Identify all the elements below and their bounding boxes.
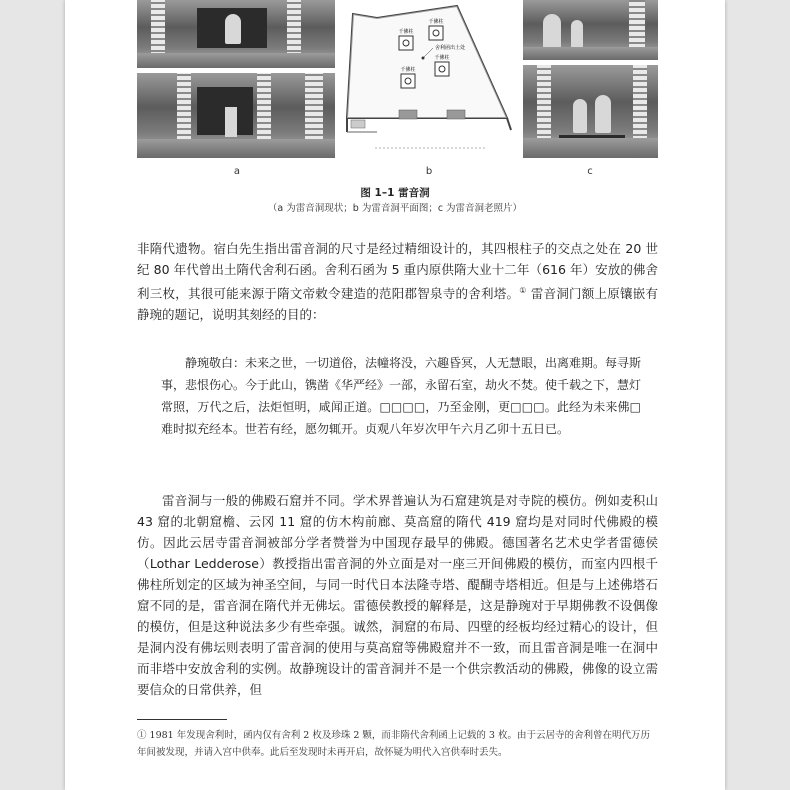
figure-title: 图 1–1 雷音洞 (360, 187, 430, 199)
photo-a-bottom (137, 73, 337, 158)
figure-label-c: c (587, 166, 593, 177)
photo-a-top (137, 0, 337, 68)
photo-c-bottom (523, 65, 658, 158)
paragraph-text: 雷音洞门额上原镶嵌有静琬的题记，说明其刻经的目的： (137, 286, 658, 323)
pillar-marker (398, 28, 413, 50)
footnote (137, 727, 658, 761)
svg-text:千佛柱: 千佛柱 (400, 67, 416, 73)
svg-text:千佛柱: 千佛柱 (434, 55, 450, 61)
figure-label-a: a (233, 166, 241, 177)
inscription-quote: 静琬敬白：未来之世，一切道俗，法幢将没，六趣昏冥，人无慧眼，出离难期。每寻斯事，悲恨伤心。今于此山，镌凿《华严经》一部，永留石室，劫火不焚。使千载之下，慧灯常照，万代之后，法炬恒明，咸闻正道。□□□□，乃至金刚，更□□□。此经为未来佛□难时拟充经本。世若有经，愿勿辄开。贞观八年岁次甲午六月乙卯十五日已。 (161, 356, 642, 436)
svg-text:千佛柱: 千佛柱 (428, 19, 444, 25)
reliquary-label: 舍利函出土处 (435, 45, 466, 51)
pillar-marker (400, 66, 415, 88)
body-paragraph-2: 雷音洞与一般的佛殿石窟并不同。学术界普遍认为石窟建筑是对寺院的模仿。例如麦积山 43 窟的北朝窟檐、云冈 11 窟的仿木构前廊、莫高窟的隋代 419 窟均是对同时代佛殿的模仿。因此云居寺雷音洞被部分学者赞誉为中国现存最早的佛殿。德国著名艺术史学者雷德侯（Lothar Ledderose）教授指出雷音洞的外立面是对一座三开间佛殿的模仿，而室内四根千佛柱所划定的区域为神圣空间，与同一时代日本法隆寺塔、醍醐寺塔相近。但是与上述佛塔石窟不同的是，雷音洞在隋代并无佛坛。雷德侯教授的解释是，这是静琬对于早期佛教不设偶像的模仿，但是这种说法多少有些牵强。诚然，洞窟的布局、四壁的经板均经过精心的设计，但是洞内没有佛坛则表明了雷音洞的使用与莫高窟等佛殿窟并不一致，而且雷音洞是唯一在洞中而非塔中安放舍利的实例。故静琬设计的雷音洞并不是一个供宗教活动的佛殿，佛像的设立需要信众的日常供养，但 (137, 493, 658, 697)
pillar-marker (428, 18, 443, 40)
pillar-marker (434, 54, 449, 76)
footnote-mark: ① (137, 730, 147, 741)
footnote-rule (137, 719, 227, 720)
cave-floor-plan (335, 0, 521, 158)
body-paragraph-1 (137, 238, 658, 325)
figure-label-b: b (425, 166, 433, 177)
footnote-ref[interactable]: ① (519, 286, 527, 295)
footnote-text: 1981 年发现舍利时，函内仅有舍利 2 枚及珍珠 2 颗，而非隋代舍利函上记载的 3 枚。由于云居寺的舍利曾在明代万历年间被发现，并请入宫中供奉。此后至发现时未再开启，故怀疑为明代入宫供奉时丢失。 (137, 730, 650, 758)
paragraph-text: 非隋代遗物。宿白先生指出雷音洞的尺寸是经过精细设计的，其四根柱子的交点之处在 20 世纪 80 年代曾出土隋代舍利石函。舍利石函为 5 重内原供隋大业十二年（616 年）安放的佛舍利三枚，其很可能来源于隋文帝敕令建造的范阳郡智泉寺的舍利塔。 (137, 241, 658, 302)
photo-c-top (523, 0, 658, 60)
svg-text:千佛柱: 千佛柱 (398, 29, 414, 35)
figure-caption: （a 为雷音洞现状；b 为雷音洞平面图；c 为雷音洞老照片） (267, 203, 523, 214)
